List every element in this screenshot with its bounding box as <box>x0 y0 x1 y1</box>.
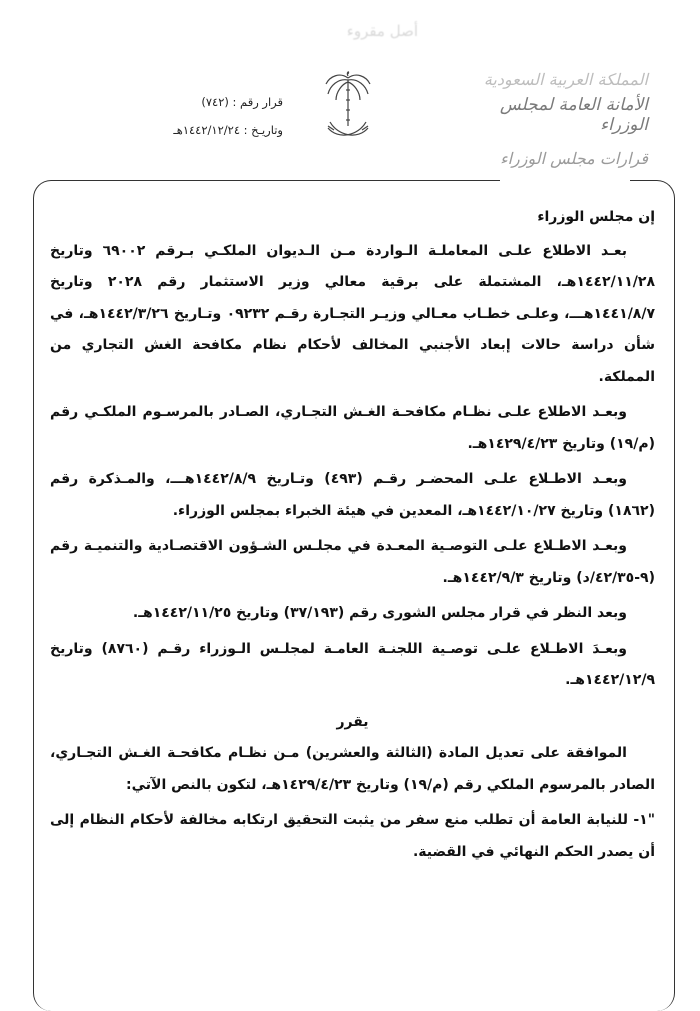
kingdom-name: المملكة العربية السعودية <box>483 70 648 89</box>
frame-gap <box>500 172 630 188</box>
paragraph-1: بعـد الاطلاع علـى المعاملـة الـواردة مـن الـديوان الملكـي بـرقم ٦٩٠٠٢ وتاريخ ١٤٤٢/١١/٢٨هـ، المشتملة على برقية معالي وزير الاستثمار رقم ٢٠٢٨ وتاريخ ١٤٤١/٨/٧هـــ، وعلـى خطـاب معـالي وزيـر التجـارة رقـم ٠٩٢٣٢ وتـاريخ ١٤٤٢/٣/٢٦هـ، في شأن دراسة حالات إبعاد الأجنبي المخالف لأحكام نظام مكافحة الغش التجاري من المملكة. <box>50 242 656 385</box>
paragraph-5: وبعد النظر في قرار مجلس الشورى رقم (٣٧/١٩٣) وتاريخ ١٤٤٢/١١/٢٥هـ. <box>132 605 627 621</box>
palm-swords-emblem-icon <box>322 70 374 148</box>
decision-info <box>128 95 283 151</box>
paragraph-3: وبعـد الاطـلاع علـى المحضـر رقـم (٤٩٣) وتـاريخ ١٤٤٢/٨/٩هـــ، والمـذكرة رقم (١٨٦٢) وتاريخ ١٤٤٢/١٠/٢٧هـ، المعدين في هيئة الخبراء بمجلس الوزراء. <box>50 471 655 519</box>
opening-line: إن مجلس الوزراء <box>537 209 655 225</box>
issuer-header <box>448 70 648 168</box>
paragraph-7: الموافقة على تعديل المادة (الثالثة والعشرين) مـن نظـام مكافحـة الغـش التجـاري، الصادر بالمرسوم الملكي رقم (م/١٩) وتاريخ ١٤٢٩/٤/٢٣هـ، لتكون بالنص الآتي: <box>50 745 655 793</box>
paragraph-6: وبعـدَ الاطـلاع علـى توصـية اللجنـة العامـة لمجلـس الـوزراء رقـم (٨٧٦٠) وتاريخ ١٤٤٢/١٢/٩هـ. <box>50 640 655 688</box>
decisions-title: قرارات مجلس الوزراء <box>500 149 648 168</box>
stamp-text: أصل مقروء <box>346 22 418 40</box>
secretariat-name: الأمانة العامة لمجلس الوزراء <box>499 95 648 135</box>
paragraph-2: وبعـد الاطلاع علـى نظـام مكافحـة الغـش التجـاري، الصـادر بالمرسـوم الملكـي رقم (م/١٩) وتاريخ ١٤٢٩/٤/٢٣هـ. <box>50 404 655 452</box>
paragraph-4: وبعـد الاطـلاع علـى التوصـية المعـدة في مجلـس الشـؤون الاقتصـادية والتنميـة رقم (٩-٤٢/٣٥/د) وتاريخ ١٤٤٢/٩/٣هـ. <box>50 538 655 586</box>
decision-body <box>50 202 655 872</box>
decision-date: وتاريـخ : ١٤٤٢/١٢/٢٤هـ <box>173 123 283 137</box>
clause-1: "١- للنيابة العامة أن تطلب منع سفر من يثبت التحقيق ارتكابه مخالفة لأحكام النظام إلى أن يصدر الحكم النهائي في القضية. <box>50 812 655 860</box>
decision-number: قرار رقم : (٧٤٢) <box>201 95 283 109</box>
decides-heading: يقرر <box>336 713 369 730</box>
